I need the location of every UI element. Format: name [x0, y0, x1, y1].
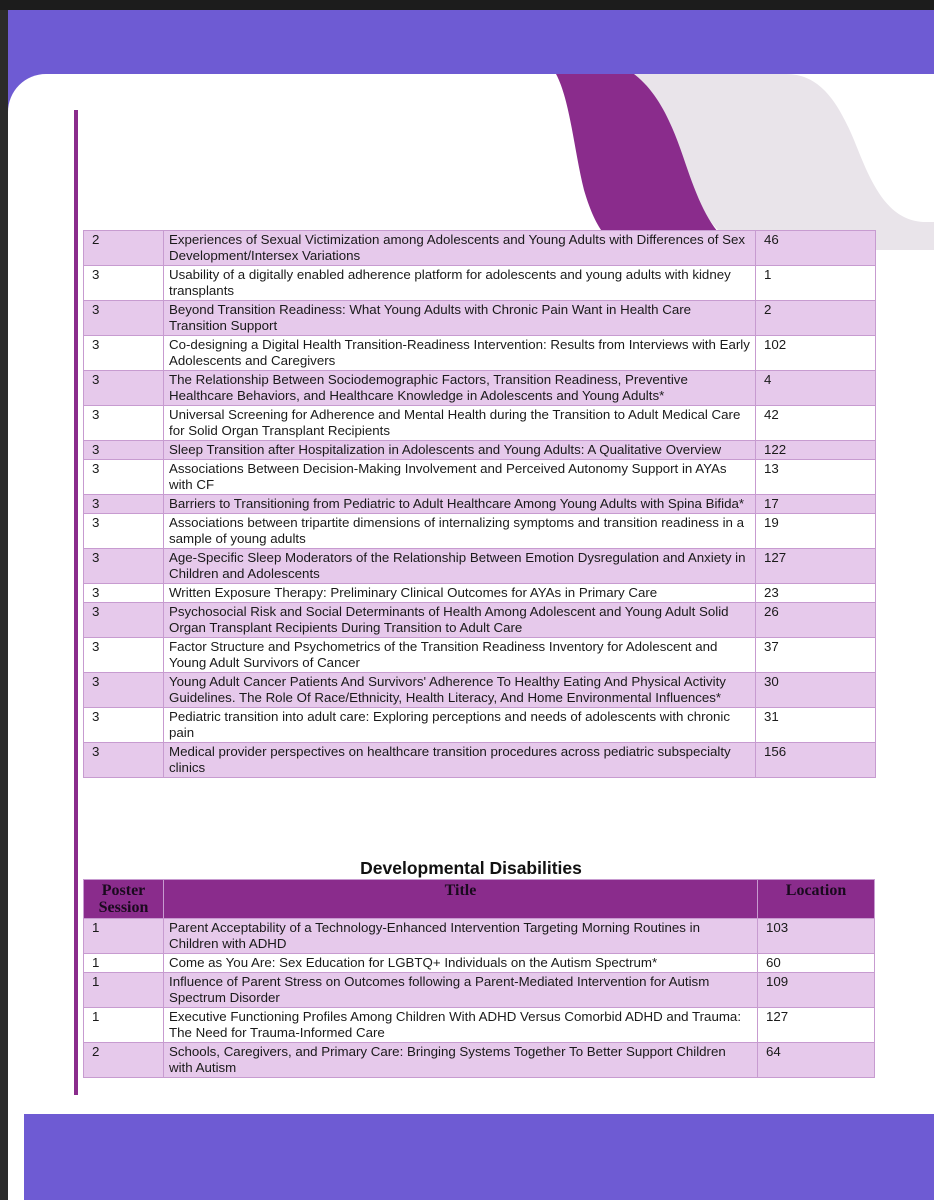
title-cell: Executive Functioning Profiles Among Children With ADHD Versus Comorbid ADHD and Trauma: The Need for Trauma-Informed Care — [164, 1008, 758, 1043]
poster-session-cell: 3 — [84, 406, 164, 441]
poster-session-cell: 1 — [84, 919, 164, 954]
table-row — [84, 973, 875, 1008]
table-row — [84, 441, 876, 460]
table-row — [84, 231, 876, 266]
location-cell: 156 — [756, 743, 876, 778]
poster-table-continued — [83, 230, 876, 778]
location-cell: 64 — [758, 1043, 875, 1078]
location-cell: 37 — [756, 638, 876, 673]
poster-session-cell: 3 — [84, 460, 164, 495]
location-cell: 2 — [756, 301, 876, 336]
header-wave-decoration — [8, 10, 934, 250]
title-cell: Usability of a digitally enabled adherence platform for adolescents and young adults with kidney transplants — [164, 266, 756, 301]
table-row — [84, 460, 876, 495]
table-row — [84, 1043, 875, 1078]
location-cell: 30 — [756, 673, 876, 708]
title-cell: Associations Between Decision-Making Involvement and Perceived Autonomy Support in AYAs with CF — [164, 460, 756, 495]
location-cell: 122 — [756, 441, 876, 460]
table-row — [84, 266, 876, 301]
location-cell: 17 — [756, 495, 876, 514]
location-cell: 23 — [756, 584, 876, 603]
title-cell: The Relationship Between Sociodemographic Factors, Transition Readiness, Preventive Healthcare Behaviors, and Healthcare Knowledge in Adolescents and Young Adults* — [164, 371, 756, 406]
table-row — [84, 603, 876, 638]
poster-session-cell: 3 — [84, 441, 164, 460]
poster-session-cell: 3 — [84, 603, 164, 638]
poster-session-cell: 3 — [84, 371, 164, 406]
table-header-row — [84, 880, 875, 919]
title-cell: Schools, Caregivers, and Primary Care: Bringing Systems Together To Better Support Children with Autism — [164, 1043, 758, 1078]
header-title: Title — [164, 880, 758, 919]
title-cell: Co-designing a Digital Health Transition-Readiness Intervention: Results from Interviews with Early Adolescents and Caregivers — [164, 336, 756, 371]
location-cell: 31 — [756, 708, 876, 743]
poster-session-cell: 1 — [84, 973, 164, 1008]
title-cell: Psychosocial Risk and Social Determinants of Health Among Adolescent and Young Adult Solid Organ Transplant Recipients During Transition to Adult Care — [164, 603, 756, 638]
location-cell: 19 — [756, 514, 876, 549]
poster-session-cell: 3 — [84, 708, 164, 743]
location-cell: 60 — [758, 954, 875, 973]
poster-session-cell: 3 — [84, 549, 164, 584]
poster-session-cell: 3 — [84, 266, 164, 301]
poster-session-cell: 2 — [84, 231, 164, 266]
table-row — [84, 708, 876, 743]
poster-session-cell: 3 — [84, 638, 164, 673]
viewer-top-bar — [0, 0, 934, 10]
table-row — [84, 919, 875, 954]
location-cell: 4 — [756, 371, 876, 406]
title-cell: Age-Specific Sleep Moderators of the Relationship Between Emotion Dysregulation and Anxiety in Children and Adolescents — [164, 549, 756, 584]
poster-session-cell: 3 — [84, 584, 164, 603]
header-location: Location — [758, 880, 875, 919]
location-cell: 26 — [756, 603, 876, 638]
footer-band — [24, 1114, 934, 1200]
table-row — [84, 336, 876, 371]
title-cell: Medical provider perspectives on healthcare transition procedures across pediatric subspecialty clinics — [164, 743, 756, 778]
section-title: Developmental Disabilities — [360, 858, 582, 878]
location-cell: 13 — [756, 460, 876, 495]
title-cell: Sleep Transition after Hospitalization in Adolescents and Young Adults: A Qualitative Overview — [164, 441, 756, 460]
table-row — [84, 549, 876, 584]
table-row — [84, 743, 876, 778]
location-cell: 127 — [756, 549, 876, 584]
margin-rule — [74, 110, 78, 1095]
title-cell: Come as You Are: Sex Education for LGBTQ+ Individuals on the Autism Spectrum* — [164, 954, 758, 973]
title-cell: Experiences of Sexual Victimization among Adolescents and Young Adults with Differences of Sex Development/Intersex Variations — [164, 231, 756, 266]
location-cell: 102 — [756, 336, 876, 371]
poster-session-cell: 2 — [84, 1043, 164, 1078]
title-cell: Associations between tripartite dimensions of internalizing symptoms and transition readiness in a sample of young adults — [164, 514, 756, 549]
table-row — [84, 638, 876, 673]
location-cell: 42 — [756, 406, 876, 441]
header-poster-session: Poster Session — [84, 880, 164, 919]
title-cell: Barriers to Transitioning from Pediatric to Adult Healthcare Among Young Adults with Spina Bifida* — [164, 495, 756, 514]
poster-session-cell: 3 — [84, 301, 164, 336]
poster-session-cell: 1 — [84, 1008, 164, 1043]
table-row — [84, 495, 876, 514]
table-row — [84, 673, 876, 708]
title-cell: Universal Screening for Adherence and Mental Health during the Transition to Adult Medical Care for Solid Organ Transplant Recipients — [164, 406, 756, 441]
title-cell: Pediatric transition into adult care: Exploring perceptions and needs of adolescents with chronic pain — [164, 708, 756, 743]
poster-session-cell: 3 — [84, 673, 164, 708]
location-cell: 127 — [758, 1008, 875, 1043]
poster-session-cell: 3 — [84, 336, 164, 371]
table-row — [84, 406, 876, 441]
table-row — [84, 1008, 875, 1043]
title-cell: Factor Structure and Psychometrics of the Transition Readiness Inventory for Adolescent and Young Adult Survivors of Cancer — [164, 638, 756, 673]
table-row — [84, 301, 876, 336]
title-cell: Parent Acceptability of a Technology-Enhanced Intervention Targeting Morning Routines in Children with ADHD — [164, 919, 758, 954]
table-row — [84, 584, 876, 603]
poster-session-cell: 3 — [84, 495, 164, 514]
title-cell: Young Adult Cancer Patients And Survivors' Adherence To Healthy Eating And Physical Activity Guidelines. The Role Of Race/Ethnicity, Health Literacy, And Home Environmental Influences* — [164, 673, 756, 708]
title-cell: Beyond Transition Readiness: What Young Adults with Chronic Pain Want in Health Care Transition Support — [164, 301, 756, 336]
location-cell: 1 — [756, 266, 876, 301]
table-row — [84, 954, 875, 973]
poster-session-cell: 1 — [84, 954, 164, 973]
document-page — [8, 10, 934, 1200]
poster-session-cell: 3 — [84, 514, 164, 549]
location-cell: 46 — [756, 231, 876, 266]
table-row — [84, 514, 876, 549]
poster-session-cell: 3 — [84, 743, 164, 778]
location-cell: 103 — [758, 919, 875, 954]
developmental-disabilities-table — [83, 879, 875, 1078]
table-row — [84, 371, 876, 406]
location-cell: 109 — [758, 973, 875, 1008]
title-cell: Influence of Parent Stress on Outcomes following a Parent-Mediated Intervention for Autism Spectrum Disorder — [164, 973, 758, 1008]
title-cell: Written Exposure Therapy: Preliminary Clinical Outcomes for AYAs in Primary Care — [164, 584, 756, 603]
